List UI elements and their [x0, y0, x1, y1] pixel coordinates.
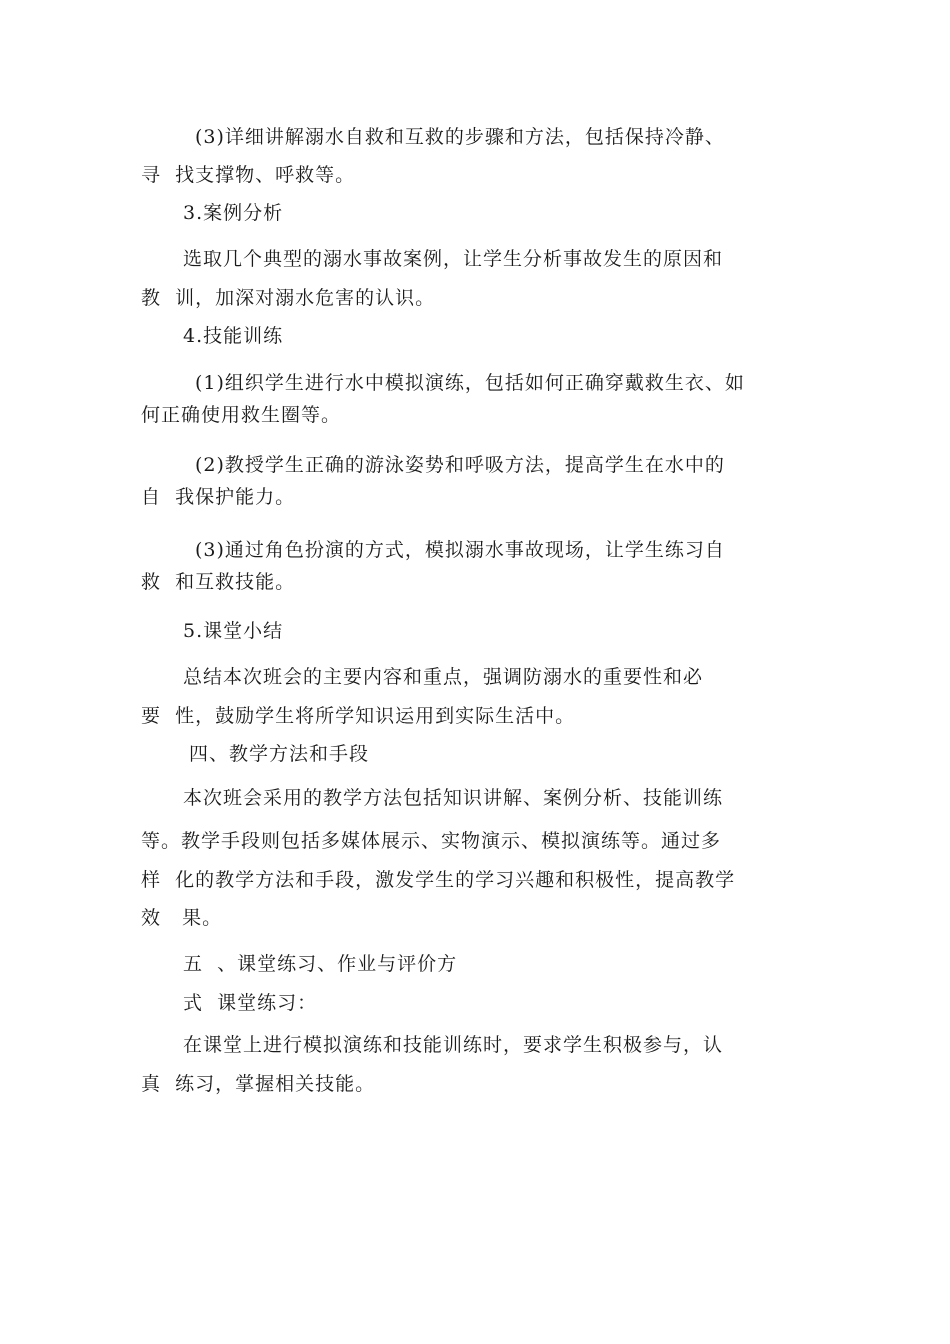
text-line: 等。教学手段则包括多媒体展示、实物演示、模拟演练等。通过多: [141, 830, 722, 852]
text-line: 式 课堂练习：: [183, 992, 318, 1014]
text-line: 选取几个典型的溺水事故案例，让学生分析事故发生的原因和: [183, 248, 724, 270]
text-line: 本次班会采用的教学方法包括知识讲解、案例分析、技能训练: [183, 787, 724, 809]
text-line: 救 和互救技能。: [141, 571, 296, 593]
text-line: 效 果。: [141, 907, 223, 929]
text-line: 教 训，加深对溺水危害的认识。: [141, 287, 436, 309]
text-line: 真 练习，掌握相关技能。: [141, 1073, 376, 1095]
text-line: 何正确使用救生圈等。: [141, 404, 342, 426]
text-line: 要 性，鼓励学生将所学知识运用到实际生活中。: [141, 705, 576, 727]
section-heading: 4.技能训练: [183, 325, 284, 347]
section-heading: 5.课堂小结: [183, 620, 284, 642]
section-heading: 五 、课堂练习、作业与评价方: [183, 953, 458, 975]
text-line: 总结本次班会的主要内容和重点，强调防溺水的重要性和必: [183, 666, 704, 688]
section-heading: 3.案例分析: [183, 202, 284, 224]
text-line: 寻 找支撑物、呼救等。: [141, 164, 356, 186]
text-line: 自 我保护能力。: [141, 486, 296, 508]
text-line: 在课堂上进行模拟演练和技能训练时，要求学生积极参与，认: [183, 1034, 724, 1056]
text-line: (2)教授学生正确的游泳姿势和呼吸方法，提高学生在水中的: [195, 454, 725, 476]
text-line: 样 化的教学方法和手段，激发学生的学习兴趣和积极性，提高教学: [141, 869, 736, 891]
section-heading: 四、教学方法和手段: [189, 743, 370, 765]
text-line: (3)通过角色扮演的方式，模拟溺水事故现场，让学生练习自: [195, 539, 725, 561]
text-line: (3)详细讲解溺水自救和互救的步骤和方法，包括保持冷静、: [195, 126, 725, 148]
text-line: (1)组织学生进行水中模拟演练，包括如何正确穿戴救生衣、如: [195, 372, 745, 394]
